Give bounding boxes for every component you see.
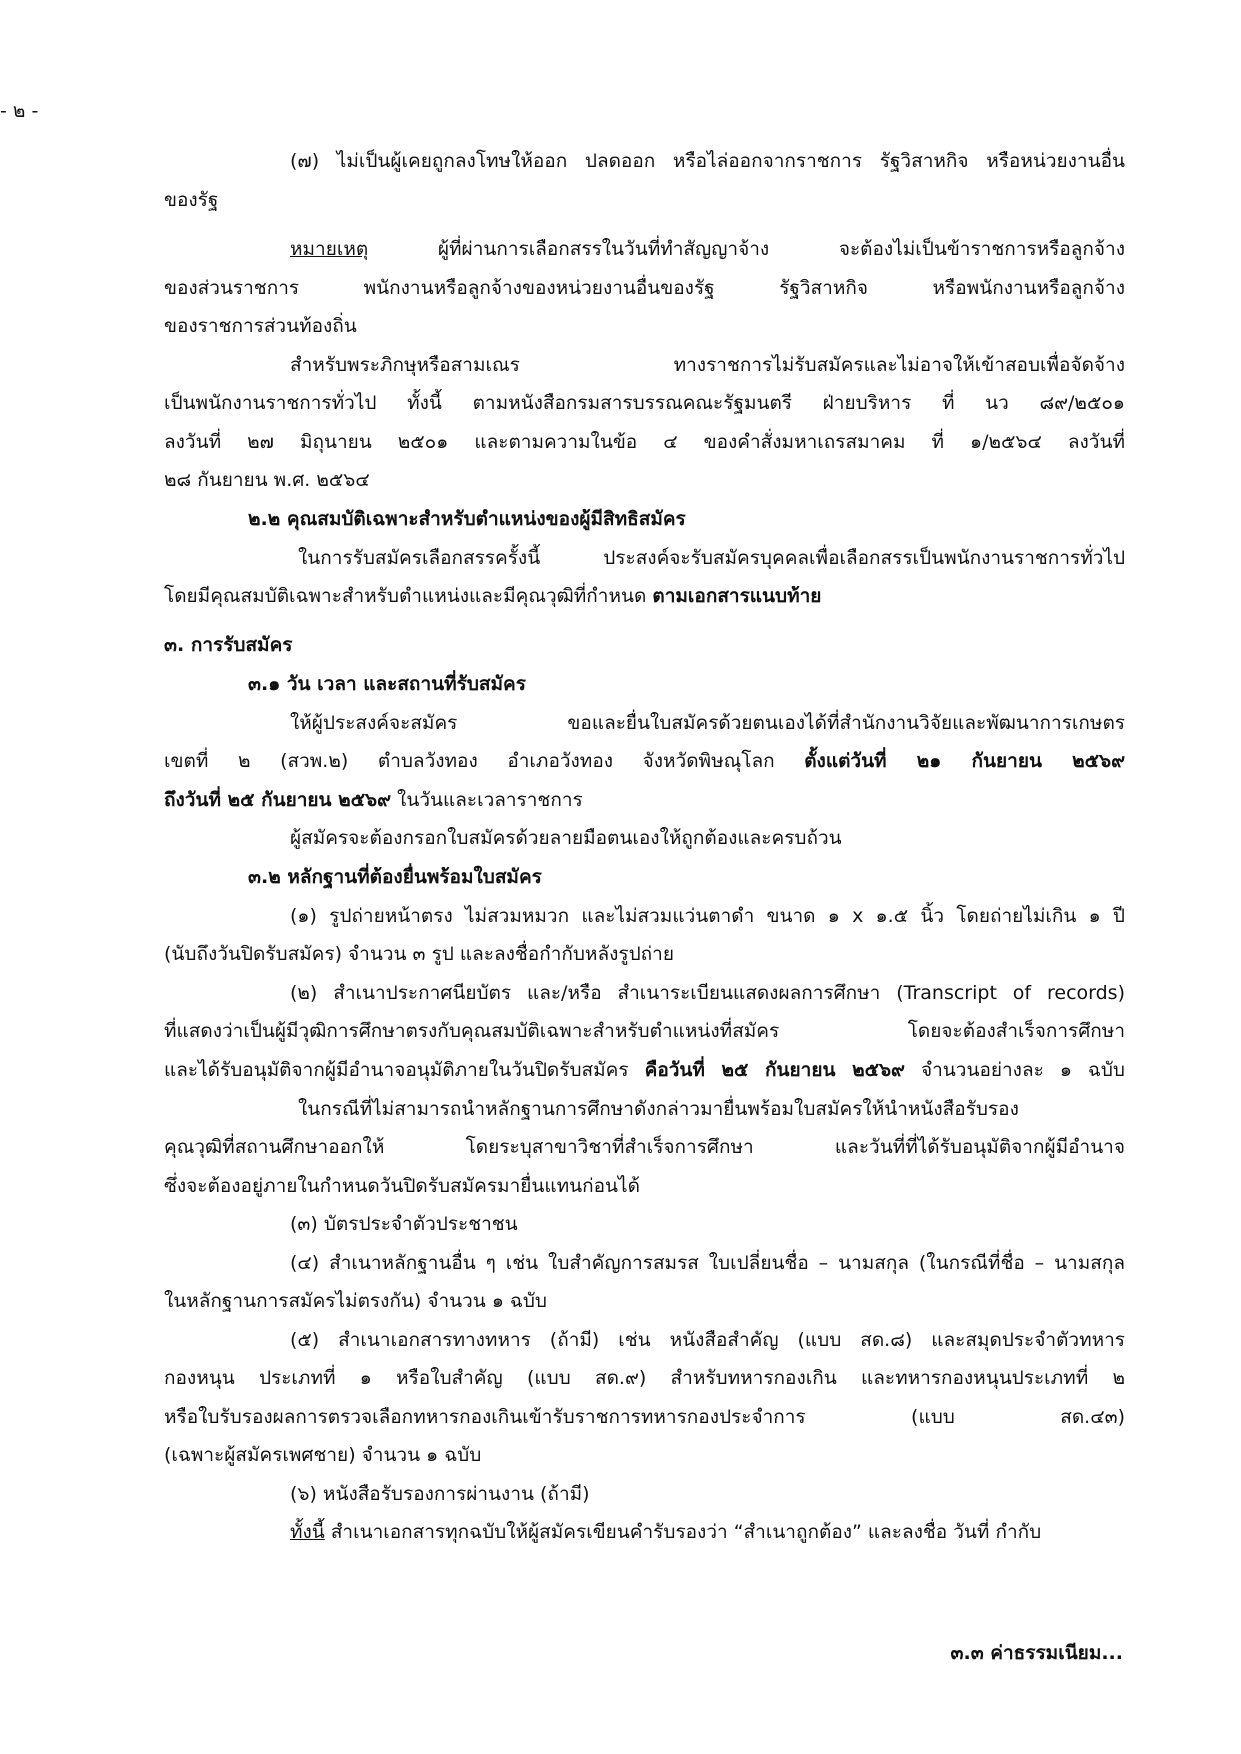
document-2-alt-line-1: ในกรณีที่ไม่สามารถนำหลักฐานการศึกษาดังกล่าวมายื่นพร้อมใบสมัครให้นำหนังสือรับรอง (298, 1098, 1019, 1120)
document-6: (๖) หนังสือรับรองการผ่านงาน (ถ้ามี) (290, 1483, 590, 1505)
document-4-line-2: ในหลักฐานการสมัครไม่ตรงกัน) จำนวน ๑ ฉบับ (164, 1290, 547, 1312)
remark-line-2: ของส่วนราชการ พนักงานหรือลูกจ้างของหน่วยงานอื่นของรัฐ รัฐวิสาหกิจ หรือพนักงานหรือลูกจ้าง (164, 277, 1125, 299)
document-3: (๓) บัตรประจำตัวประชาชน (290, 1213, 518, 1235)
section-3-1-heading: ๓.๑ วัน เวลา และสถานที่รับสมัคร (248, 673, 526, 695)
document-5-line-1: (๕) สำเนาเอกสารทางทหาร (ถ้ามี) เช่น หนังสือสำคัญ (แบบ สด.๘) และสมุดประจำตัวทหาร (290, 1329, 1125, 1351)
application-start-date: ตั้งแต่วันที่ ๒๑ กันยายน ๒๕๖๙ (804, 750, 1126, 772)
qualification-7-line-1: (๗) ไม่เป็นผู้เคยถูกลงโทษให้ออก ปลดออก หรือไล่ออกจากราชการ รัฐวิสาหกิจ หรือหน่วยงานอื่น (290, 150, 1125, 172)
qualification-7-line-2: ของรัฐ (164, 189, 219, 211)
document-5-line-4: (เฉพาะผู้สมัครเพศชาย) จำนวน ๑ ฉบับ (164, 1444, 482, 1466)
next-page-continuation: ๓.๓ ค่าธรรมเนียม... (950, 1642, 1123, 1664)
page-number: - ๒ - (0, 100, 39, 122)
education-deadline: คือวันที่ ๒๕ กันยายน ๒๕๖๙ (644, 1059, 905, 1081)
copy-note-label: ทั้งนี้ (290, 1521, 325, 1543)
document-5-line-3: หรือใบรับรองผลการตรวจเลือกทหารกองเกินเข้ารับราชการทหารกองประจำการ (แบบ สด.๔๓) (164, 1406, 1125, 1428)
document-2-line-1: (๒) สำเนาประกาศนียบัตร และ/หรือ สำเนาระเบียนแสดงผลการศึกษา (Transcript of records) (290, 982, 1125, 1004)
section-2-2-heading: ๒.๒ คุณสมบัติเฉพาะสำหรับตำแหน่งของผู้มีสิทธิสมัคร (248, 508, 686, 530)
section-2-2-line-1: ในการรับสมัครเลือกสรรครั้งนี้ ประสงค์จะรับสมัครบุคคลเพื่อเลือกสรรเป็นพนักงานราชการทั่วไป (298, 547, 1125, 569)
monk-paragraph-line-1: สำหรับพระภิกษุหรือสามเณร ทางราชการไม่รับสมัครและไม่อาจให้เข้าสอบเพื่อจัดจ้าง (290, 354, 1125, 376)
document-2-line-3: และได้รับอนุมัติจากผู้มีอำนาจอนุมัติภายในวันปิดรับสมัคร คือวันที่ ๒๕ กันยายน ๒๕๖๙ จำนวนอย่างละ ๑ ฉบับ (164, 1059, 1125, 1081)
section-3-1-line-4: ผู้สมัครจะต้องกรอกใบสมัครด้วยลายมือตนเองให้ถูกต้องและครบถ้วน (290, 827, 842, 849)
monk-paragraph-line-4: ๒๘ กันยายน พ.ศ. ๒๕๖๔ (164, 469, 370, 491)
document-4-line-1: (๔) สำเนาหลักฐานอื่น ๆ เช่น ใบสำคัญการสมรส ใบเปลี่ยนชื่อ – นามสกุล (ในกรณีที่ชื่อ – นามสกุล (290, 1252, 1125, 1274)
document-2-alt-line-3: ซึ่งจะต้องอยู่ภายในกำหนดวันปิดรับสมัครมายื่นแทนก่อนได้ (164, 1175, 640, 1197)
document-2-alt-line-2: คุณวุฒิที่สถานศึกษาออกให้ โดยระบุสาขาวิชาที่สำเร็จการศึกษา และวันที่ที่ได้รับอนุมัติจากผู้มีอำนาจ (164, 1136, 1125, 1158)
section-3-1-line-2: เขตที่ ๒ (สวพ.๒) ตำบลวังทอง อำเภอวังทอง จังหวัดพิษณุโลก ตั้งแต่วันที่ ๒๑ กันยายน ๒๕๖๙ (164, 750, 1126, 772)
section-3-2-heading: ๓.๒ หลักฐานที่ต้องยื่นพร้อมใบสมัคร (248, 866, 542, 888)
section-2-2-line-2: โดยมีคุณสมบัติเฉพาะสำหรับตำแหน่งและมีคุณวุฒิที่กำหนด ตามเอกสารแนบท้าย (164, 585, 822, 607)
attachment-reference: ตามเอกสารแนบท้าย (652, 585, 822, 607)
document-1-line-2: (นับถึงวันปิดรับสมัคร) จำนวน ๓ รูป และลงชื่อกำกับหลังรูปถ่าย (164, 943, 674, 965)
remark-label: หมายเหตุ (290, 238, 369, 260)
application-end-date: ถึงวันที่ ๒๕ กันยายน ๒๕๖๙ (164, 789, 392, 811)
remark-line-3: ของราชการส่วนท้องถิ่น (164, 315, 357, 337)
document-2-line-2: ที่แสดงว่าเป็นผู้มีวุฒิการศึกษาตรงกับคุณสมบัติเฉพาะสำหรับตำแหน่งที่สมัคร โดยจะต้องสำเร็จการศึกษา (164, 1020, 1125, 1042)
section-3-1-line-1: ให้ผู้ประสงค์จะสมัคร ขอและยื่นใบสมัครด้วยตนเองได้ที่สำนักงานวิจัยและพัฒนาการเกษตร (290, 712, 1125, 734)
monk-paragraph-line-3: ลงวันที่ ๒๗ มิถุนายน ๒๕๐๑ และตามความในข้อ ๔ ของคำสั่งมหาเถรสมาคม ที่ ๑/๒๕๖๔ ลงวันที่ (164, 431, 1125, 453)
remark-line-1: หมายเหตุ ผู้ที่ผ่านการเลือกสรรในวันที่ทำสัญญาจ้าง จะต้องไม่เป็นข้าราชการหรือลูกจ้าง (290, 238, 1125, 260)
document-1-line-1: (๑) รูปถ่ายหน้าตรง ไม่สวมหมวก และไม่สวมแว่นตาดำ ขนาด ๑ x ๑.๕ นิ้ว โดยถ่ายไม่เกิน ๑ ปี (290, 905, 1125, 927)
section-3-1-line-3: ถึงวันที่ ๒๕ กันยายน ๒๕๖๙ ในวันและเวลาราชการ (164, 789, 583, 811)
monk-paragraph-line-2: เป็นพนักงานราชการทั่วไป ทั้งนี้ ตามหนังสือกรมสารบรรณคณะรัฐมนตรี ฝ่ายบริหาร ที่ นว ๘๙/๒๕๐๑ (164, 392, 1125, 414)
copy-certification-note: ทั้งนี้ สำเนาเอกสารทุกฉบับให้ผู้สมัครเขียนคำรับรองว่า “สำเนาถูกต้อง” และลงชื่อ วันที่ กำกับ (290, 1521, 1042, 1543)
section-3-heading: ๓. การรับสมัคร (164, 634, 293, 656)
document-5-line-2: กองหนุน ประเภทที่ ๑ หรือใบสำคัญ (แบบ สด.๙) สำหรับทหารกองเกิน และทหารกองหนุนประเภทที่ ๒ (164, 1367, 1125, 1389)
